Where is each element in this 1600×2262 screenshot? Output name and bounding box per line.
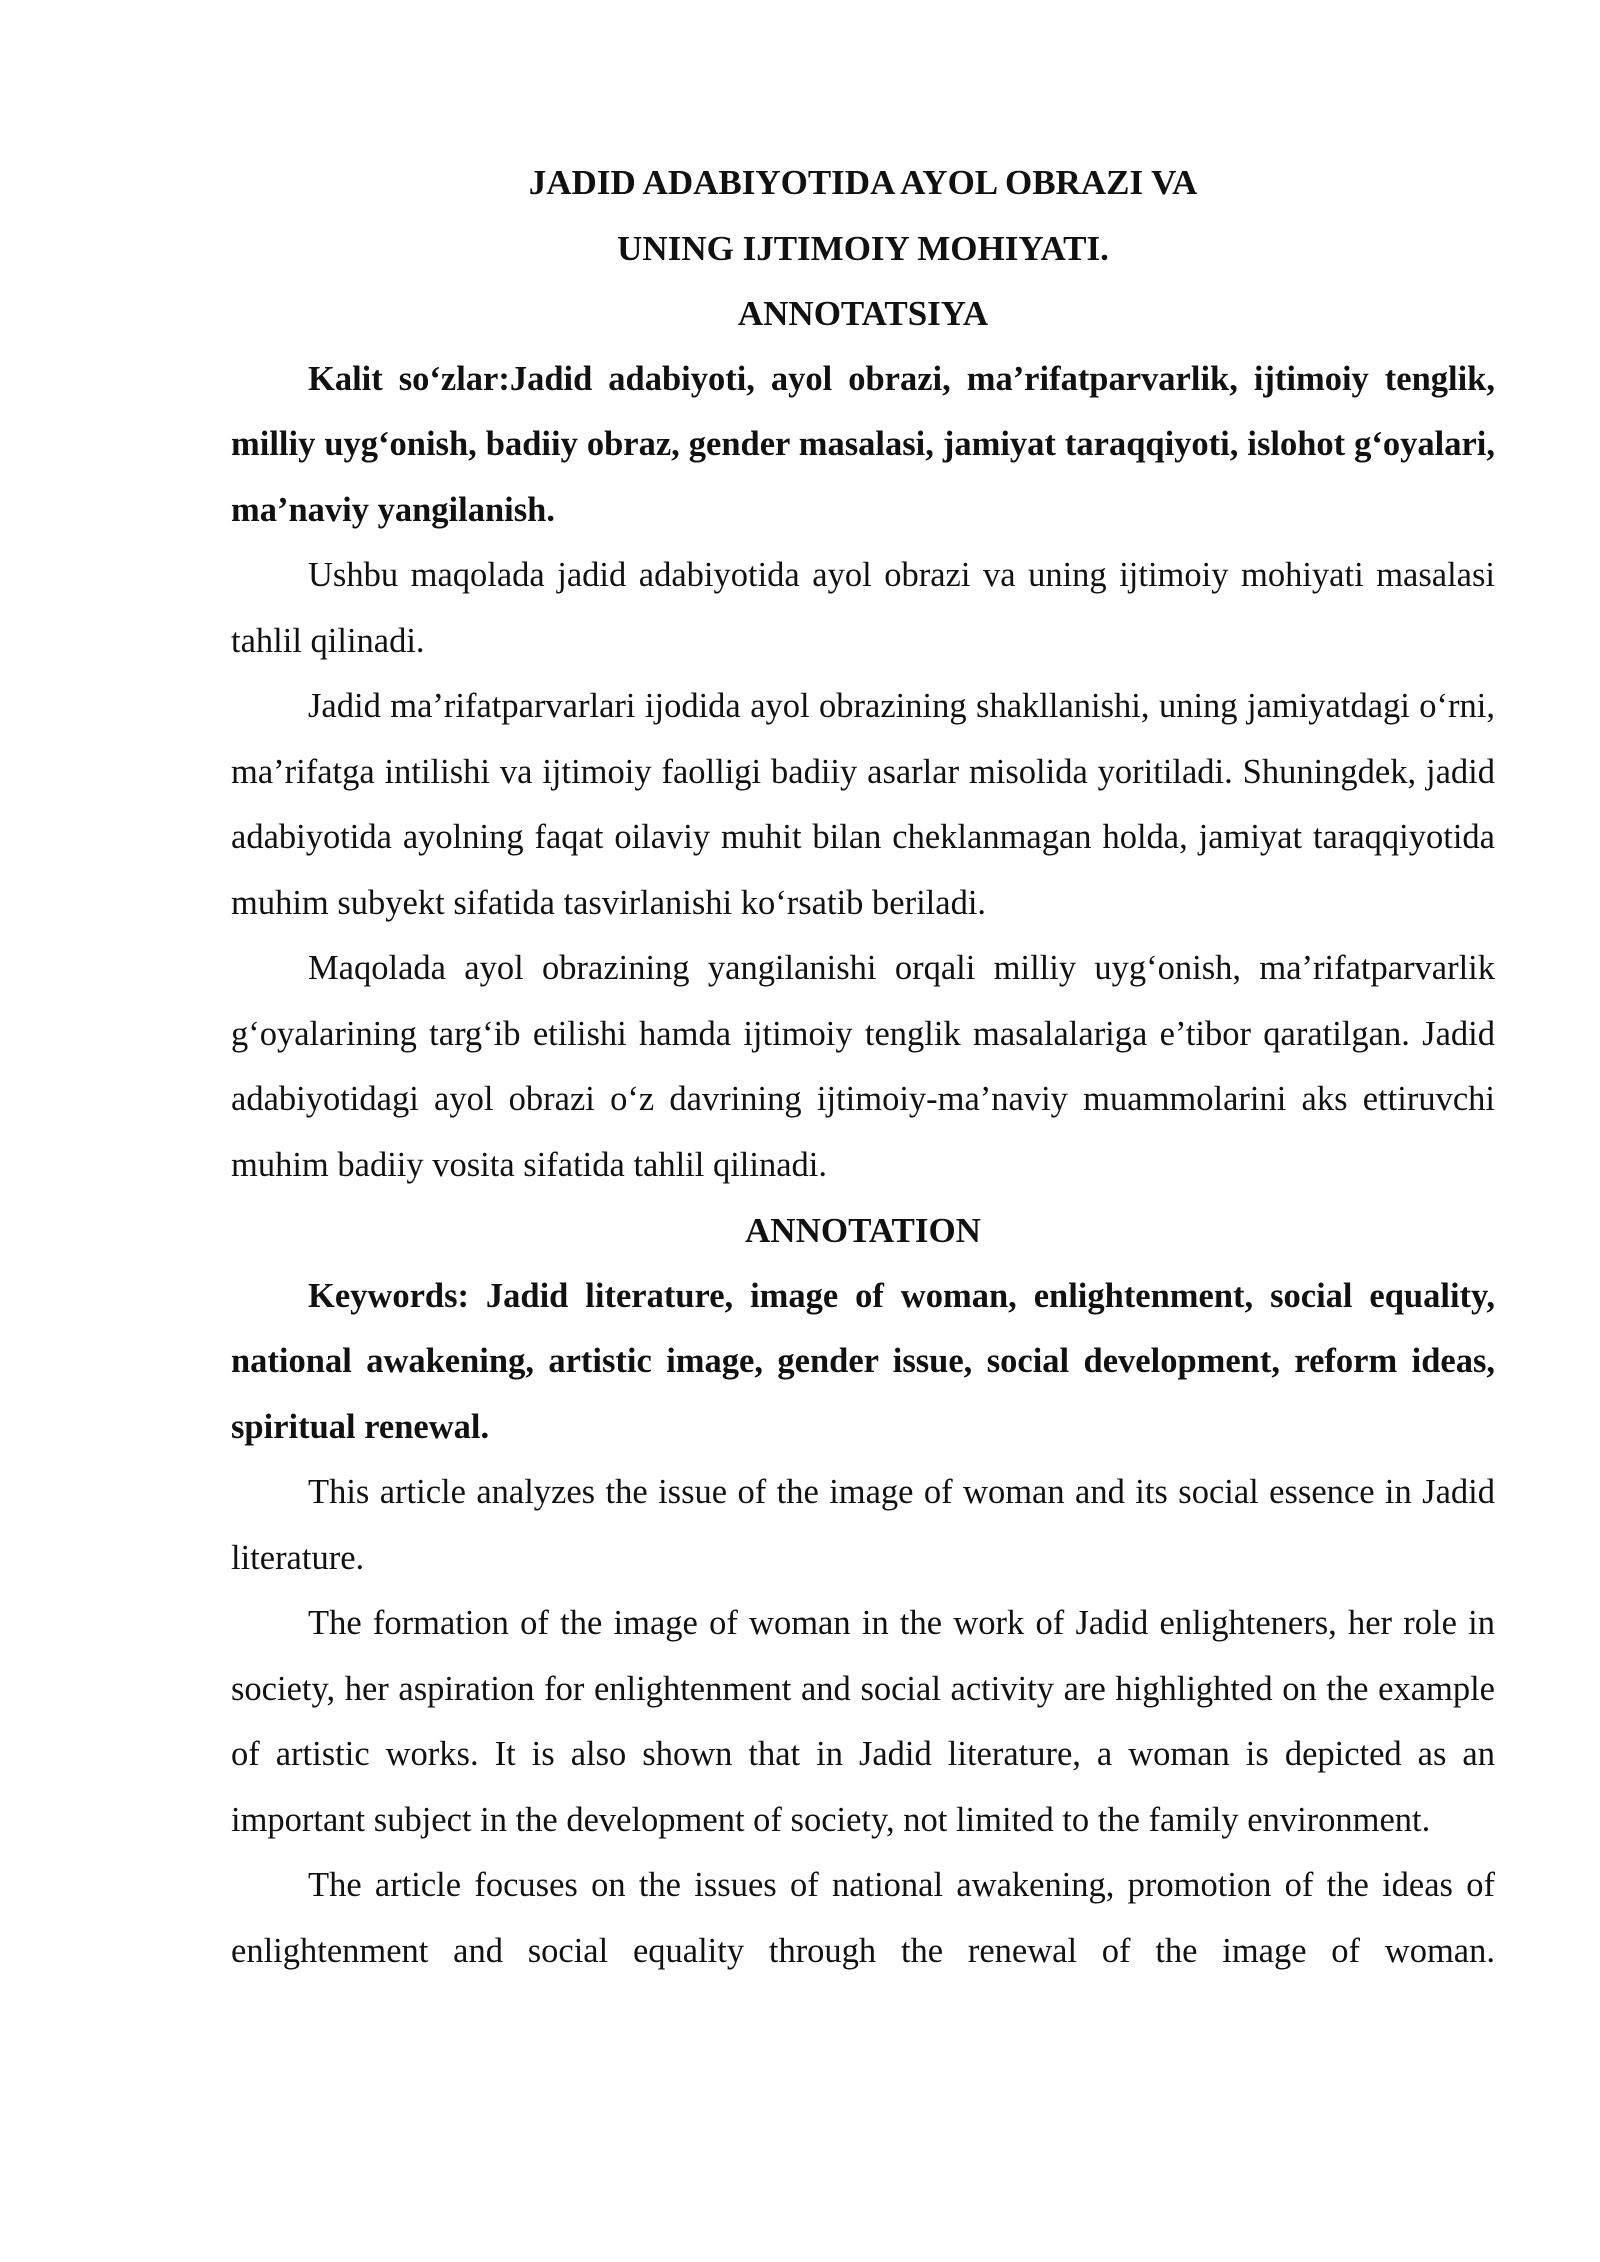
uzbek-keywords: Kalit so‘zlar:Jadid adabiyoti, ayol obrazi, ma’rifatparvarlik, ijtimoiy tenglik, milliy uyg‘onish, badiiy obraz, gender masalasi, jamiyat taraqqiyoti, islohot g‘oyalari, ma’naviy yangilanish. — [231, 359, 1495, 529]
english-paragraph: The article focuses on the issues of national awakening, promotion of the ideas of enlightenment and social equality through the renewal of the image of woman. — [231, 1866, 1495, 1970]
uzbek-paragraph: Ushbu maqolada jadid adabiyotida ayol obrazi va uning ijtimoiy mohiyati masalasi tahlil qilinadi. — [231, 556, 1495, 660]
english-annotation-heading: ANNOTATION — [745, 1211, 981, 1250]
document-title-line-1: JADID ADABIYOTIDA AYOL OBRAZI VA — [528, 163, 1198, 202]
uzbek-annotation-heading: ANNOTATSIYA — [737, 294, 989, 333]
document-page — [231, 150, 1495, 1984]
english-keywords: Keywords: Jadid literature, image of woman, enlightenment, social equality, national awakening, artistic image, gender issue, social development, reform ideas, spiritual renewal. — [231, 1276, 1495, 1446]
document-title-line-2: UNING IJTIMOIY MOHIYATI. — [617, 228, 1109, 268]
uzbek-paragraph: Maqolada ayol obrazining yangilanishi orqali milliy uyg‘onish, ma’rifatparvarlik g‘oyalarining targ‘ib etilishi hamda ijtimoiy tenglik masalalariga e’tibor qaratilgan. Jadid adabiyotidagi ayol obrazi o‘z davrining ijtimoiy-ma’naviy muammolarini aks ettiruvchi muhim badiiy vosita sifatida tahlil qilinadi. — [231, 949, 1495, 1184]
english-paragraph: This article analyzes the issue of the image of woman and its social essence in Jadid literature. — [231, 1473, 1495, 1577]
uzbek-paragraph: Jadid ma’rifatparvarlari ijodida ayol obrazining shakllanishi, uning jamiyatdagi o‘rni, ma’rifatga intilishi va ijtimoiy faolligi badiiy asarlar misolida yoritiladi. Shuningdek, jadid adabiyotida ayolning faqat oilaviy muhit bilan cheklanmagan holda, jamiyat taraqqiyotida muhim subyekt sifatida tasvirlanishi ko‘rsatib beriladi. — [231, 687, 1495, 922]
english-paragraph: The formation of the image of woman in the work of Jadid enlighteners, her role in society, her aspiration for enlightenment and social activity are highlighted on the example of artistic works. It is also shown that in Jadid literature, a woman is depicted as an important subject in the development of society, not limited to the family environment. — [231, 1604, 1495, 1839]
